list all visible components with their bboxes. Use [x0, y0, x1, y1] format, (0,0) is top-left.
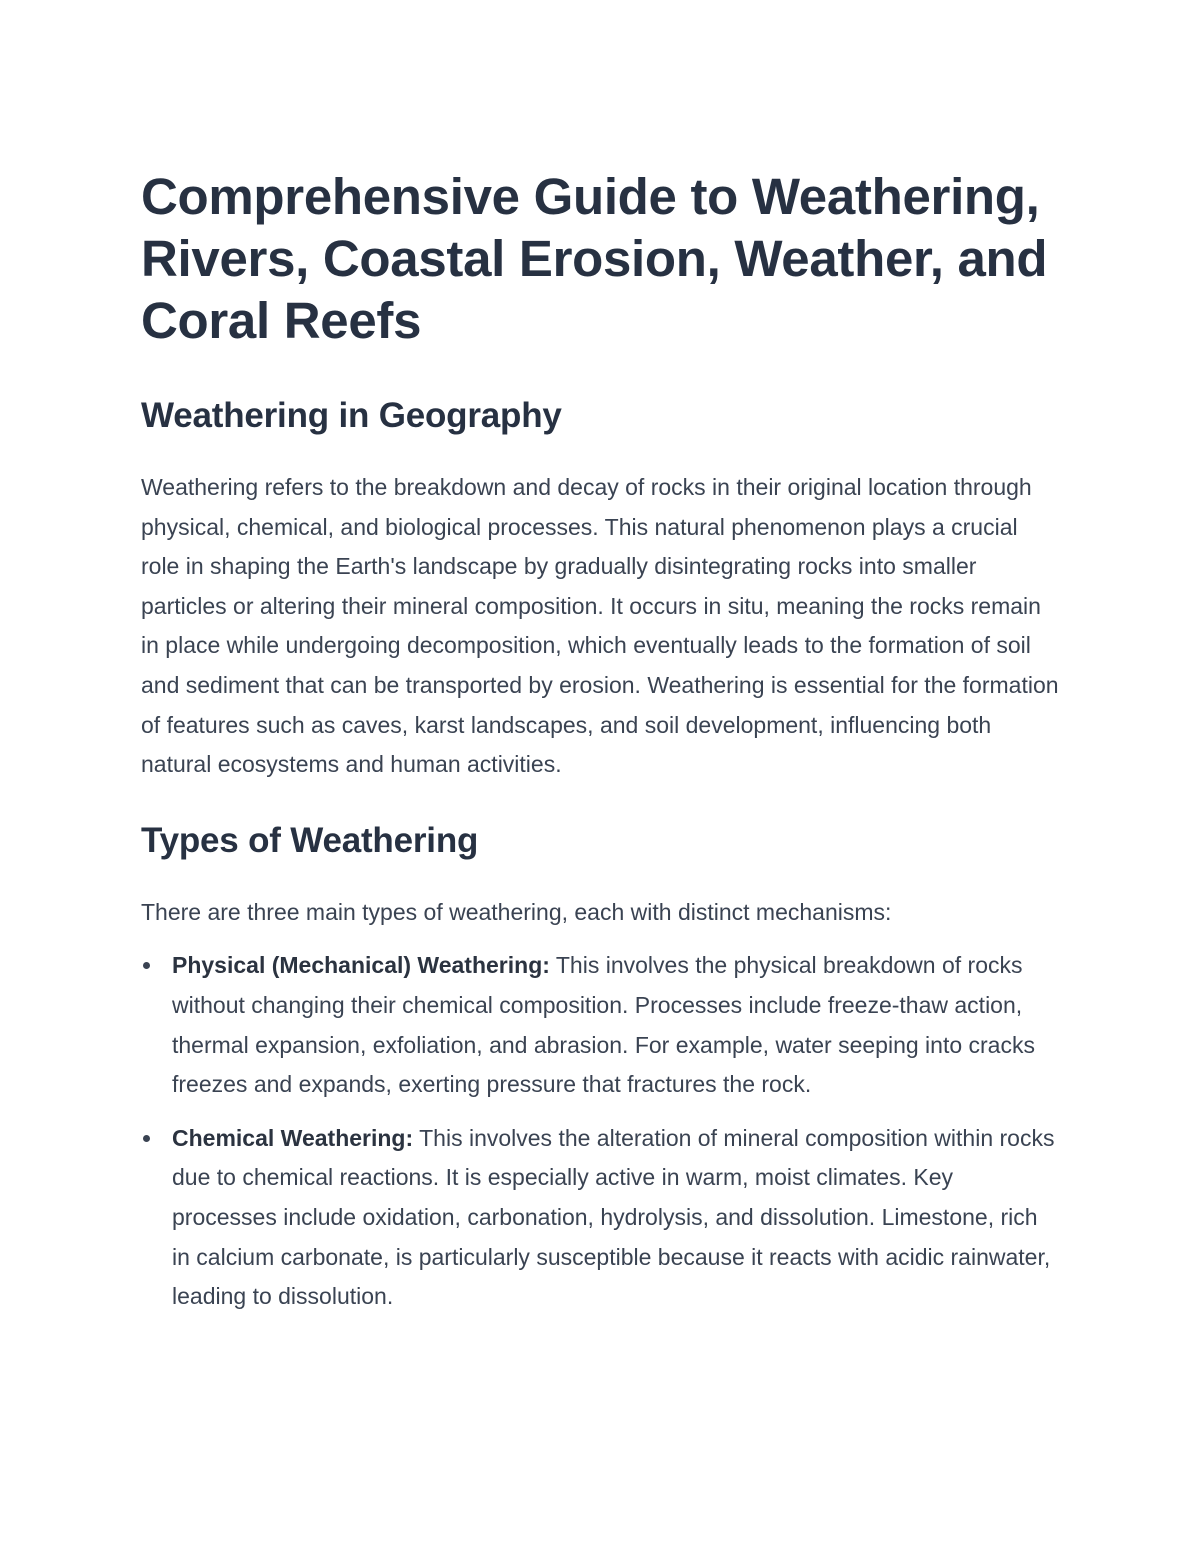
- document-title: Comprehensive Guide to Weathering, Rivers, Coastal Erosion, Weather, and Coral Reefs: [141, 168, 1048, 349]
- bullet-icon: [143, 962, 150, 969]
- list-item-term: Physical (Mechanical) Weathering:: [172, 952, 550, 979]
- weathering-definition-paragraph: Weathering refers to the breakdown and decay of rocks in their original location through physical, chemical, and biological processes. This natural phenomenon plays a crucial role in shaping the Earth's landscape by gradually disintegrating rocks into smaller particles or altering their mineral composition. It occurs in situ, meaning the rocks remain in place while undergoing decomposition, which eventually leads to the formation of soil and sediment that can be transported by erosion. Weathering is essential for the formation of features such as caves, karst landscapes, and soil development, influencing both natural ecosystems and human activities.: [141, 474, 1059, 778]
- bullet-icon: [143, 1135, 150, 1142]
- document-page: [141, 166, 1061, 1331]
- list-item-text: This involves the physical breakdown of rocks without changing their chemical composition. Processes include freeze-thaw action, thermal expansion, exfoliation, and abrasion. For example, water seeping into cracks freezes and expands, exerting pressure that fractures the rock.: [172, 952, 1035, 1098]
- list-item-term: Chemical Weathering:: [172, 1124, 414, 1151]
- section-heading-weathering-in-geography: Weathering in Geography: [141, 396, 562, 435]
- list-item-text: This involves the alteration of mineral composition within rocks due to chemical reactions. It is especially active in warm, moist climates. Key processes include oxidation, carbonation, hydrolysis, and dissolution. Limestone, rich in calcium carbonate, is particularly susceptible because it reacts with acidic rainwater, leading to dissolution.: [172, 1124, 1055, 1310]
- types-intro-paragraph: There are three main types of weathering, each with distinct mechanisms:: [141, 898, 892, 925]
- weathering-types-list: [141, 946, 1061, 1316]
- list-item-chemical-weathering: [141, 1119, 1061, 1317]
- list-item-physical-weathering: [141, 946, 1061, 1104]
- section-heading-types-of-weathering: Types of Weathering: [141, 820, 479, 860]
